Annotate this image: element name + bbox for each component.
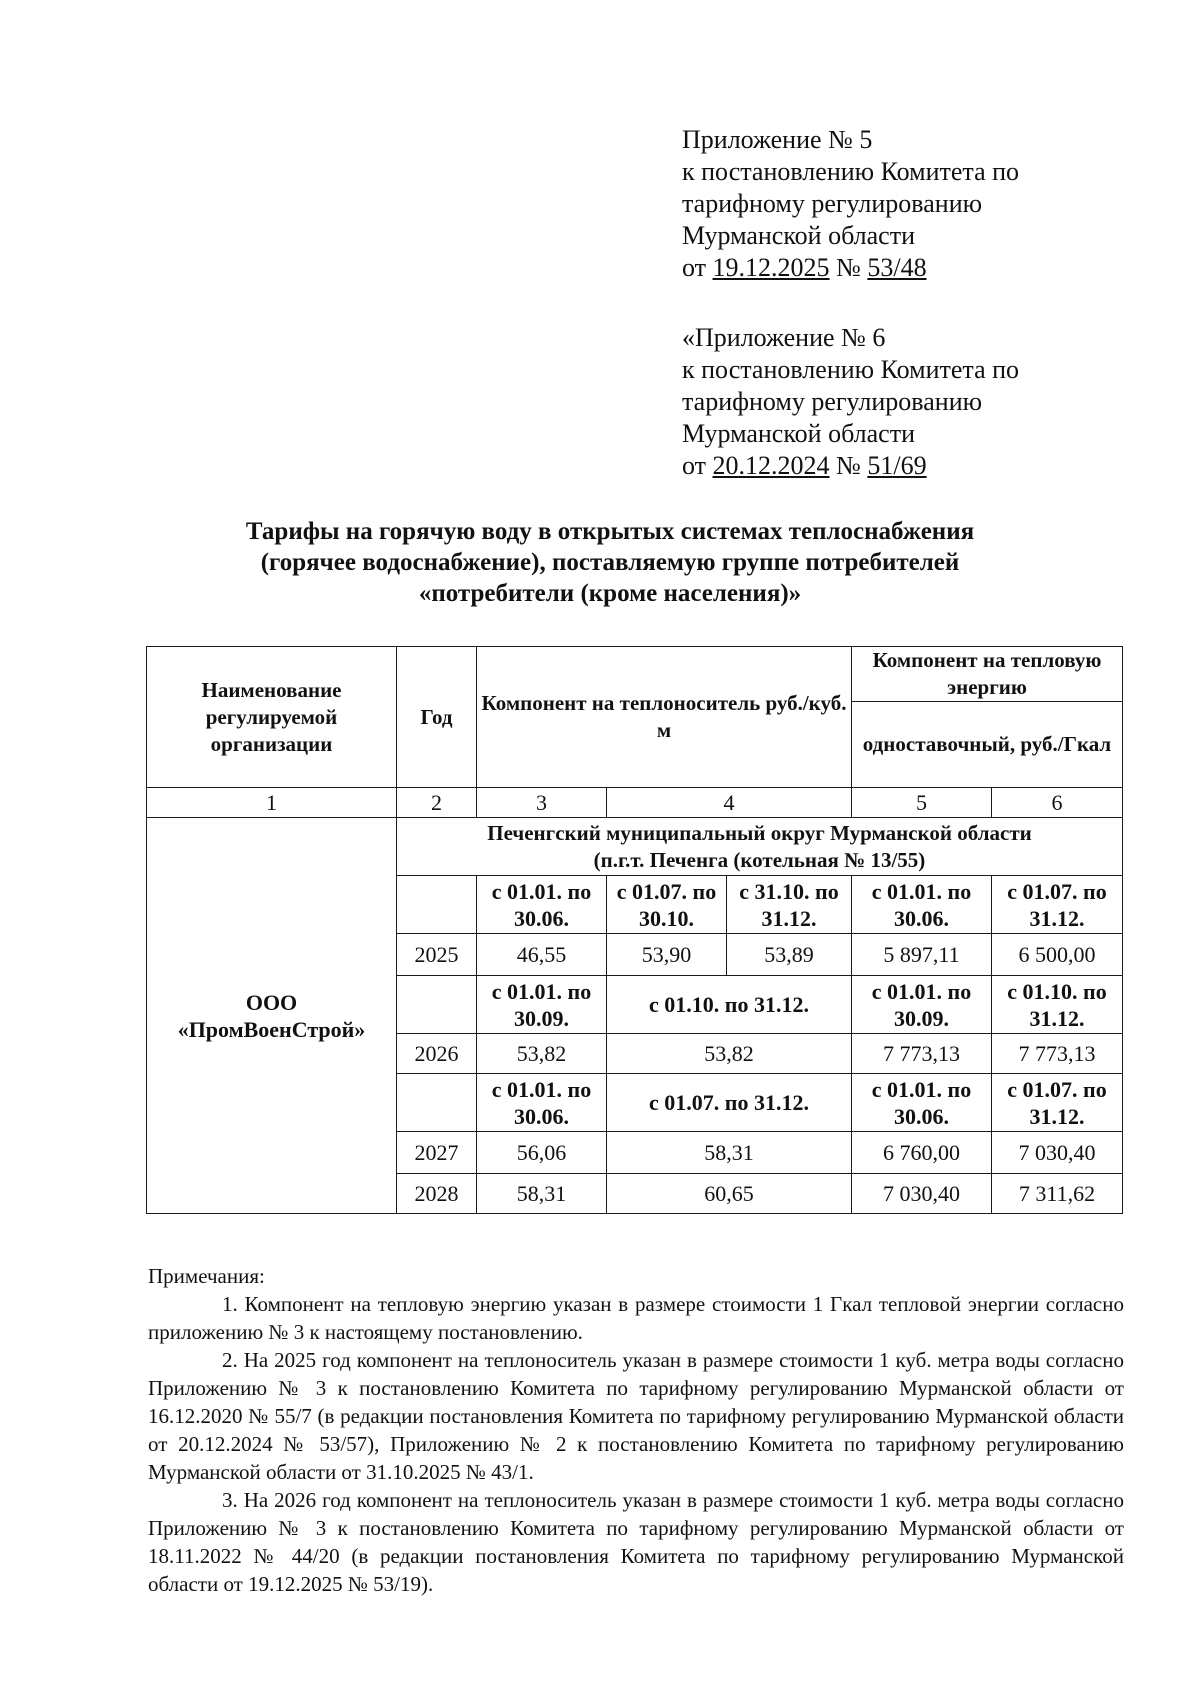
appendix-6-line-3: тарифному регулированию — [682, 387, 983, 416]
year-cell: 2026 — [397, 1034, 477, 1074]
period-cell: с 01.01. по 30.06. — [852, 1074, 992, 1132]
column-number-row — [147, 788, 1123, 818]
period-cell: с 01.01. по 30.09. — [477, 976, 607, 1034]
value-cell: 7 030,40 — [992, 1132, 1123, 1174]
organization-cell — [147, 818, 397, 1214]
header-org: Наименование регулируемой организации — [147, 647, 397, 788]
appendix-5-date-prefix: от — [682, 253, 707, 282]
region-row — [147, 818, 1123, 876]
header-year: Год — [397, 647, 477, 788]
header-row-1 — [147, 647, 1123, 702]
appendix-6-date-line — [682, 450, 1019, 482]
value-cell: 7 773,13 — [992, 1034, 1123, 1074]
title-line-2: (горячее водоснабжение), поставляемую группе потребителей — [260, 549, 960, 576]
appendix-5-line-4: Мурманской области — [682, 221, 915, 250]
appendix-5-line-2: к постановлению Комитета по — [682, 157, 1020, 186]
year-empty-cell — [397, 976, 477, 1034]
period-cell: с 01.07. по 31.12. — [992, 876, 1123, 934]
value-cell: 53,82 — [607, 1034, 852, 1074]
appendix-6-number: 51/69 — [867, 451, 927, 480]
year-empty-cell — [397, 1074, 477, 1132]
appendix-5-line-1: Приложение № 5 — [682, 125, 873, 154]
col-number-1: 1 — [147, 788, 397, 818]
value-cell: 60,65 — [607, 1174, 852, 1214]
organization-line-2: «ПромВоенСтрой» — [177, 1016, 366, 1042]
appendix-6-date: 20.12.2024 — [712, 451, 830, 480]
region-line-2: (п.г.т. Печенга (котельная № 13/55) — [593, 847, 926, 872]
period-cell: с 01.10. по 31.12. — [607, 976, 852, 1034]
notes-section — [148, 1262, 1124, 1598]
col-number-2: 2 — [397, 788, 477, 818]
year-cell: 2027 — [397, 1132, 477, 1174]
value-cell: 6 500,00 — [992, 934, 1123, 976]
period-cell: с 01.01. по 30.06. — [852, 876, 992, 934]
document-title — [150, 516, 1070, 609]
appendix-5-header — [682, 124, 1019, 284]
value-cell: 7 773,13 — [852, 1034, 992, 1074]
note-2: 2. На 2025 год компонент на теплоноситель указан в размере стоимости 1 куб. метра воды согласно Приложению № 3 к постановлению Комитета по тарифному регулированию Мурманской области от 16.12.2020 № 55/7 (в редакции постановления Комитета по тарифному регулированию Мурманской области от 20.12.2024 № 53/57), Приложению № 2 к постановлению Комитета по тарифному регулированию Мурманской области от 31.10.2025 № 43/1. — [148, 1348, 1124, 1484]
value-cell: 6 760,00 — [852, 1132, 992, 1174]
value-cell: 5 897,11 — [852, 934, 992, 976]
appendix-6-line-4: Мурманской области — [682, 419, 915, 448]
organization-line-1: ООО — [245, 989, 298, 1015]
period-cell: с 01.07. по 31.12. — [607, 1074, 852, 1132]
appendix-6-line-2: к постановлению Комитета по — [682, 355, 1020, 384]
appendix-6-line-1: «Приложение № 6 — [682, 323, 886, 352]
value-cell: 58,31 — [477, 1174, 607, 1214]
period-cell: с 31.10. по 31.12. — [727, 876, 852, 934]
period-cell: с 01.10. по 31.12. — [992, 976, 1123, 1034]
appendix-5-date-line — [682, 252, 1019, 284]
header-energy: Компонент на тепловую энергию — [852, 647, 1123, 702]
header-energy-sub: одноставочный, руб./Гкал — [852, 702, 1123, 788]
header-carrier: Компонент на теплоноситель руб./куб. м — [477, 647, 852, 788]
value-cell: 7 030,40 — [852, 1174, 992, 1214]
period-cell: с 01.07. по 30.10. — [607, 876, 727, 934]
title-line-1: Тарифы на горячую воду в открытых системах теплоснабжения — [245, 518, 975, 545]
tariff-table — [146, 646, 1123, 1214]
value-cell: 7 311,62 — [992, 1174, 1123, 1214]
value-cell: 46,55 — [477, 934, 607, 976]
value-cell: 56,06 — [477, 1132, 607, 1174]
notes-heading: Примечания: — [148, 1264, 265, 1288]
appendix-5-number: 53/48 — [867, 253, 927, 282]
appendix-6-number-prefix: № — [836, 451, 861, 480]
period-cell: с 01.01. по 30.06. — [477, 876, 607, 934]
year-empty-cell — [397, 876, 477, 934]
value-cell: 58,31 — [607, 1132, 852, 1174]
year-cell: 2025 — [397, 934, 477, 976]
appendix-5-line-3: тарифному регулированию — [682, 189, 983, 218]
appendix-6-date-prefix: от — [682, 451, 707, 480]
col-number-6: 6 — [992, 788, 1123, 818]
title-line-3: «потребители (кроме населения)» — [418, 580, 802, 607]
note-3: 3. На 2026 год компонент на теплоноситель указан в размере стоимости 1 куб. метра воды согласно Приложению № 3 к постановлению Комитета по тарифному регулированию Мурманской области от 18.11.2022 № 44/20 (в редакции постановления Комитета по тарифному регулированию Мурманской области от 19.12.2025 № 53/19). — [148, 1488, 1124, 1596]
col-number-4: 4 — [607, 788, 852, 818]
region-line-1: Печенгский муниципальный округ Мурманской области — [487, 820, 1032, 845]
period-cell: с 01.01. по 30.09. — [852, 976, 992, 1034]
appendix-6-header — [682, 322, 1019, 482]
year-cell: 2028 — [397, 1174, 477, 1214]
appendix-5-date: 19.12.2025 — [712, 253, 830, 282]
period-cell: с 01.07. по 31.12. — [992, 1074, 1123, 1132]
col-number-5: 5 — [852, 788, 992, 818]
note-1: 1. Компонент на тепловую энергию указан в размере стоимости 1 Гкал тепловой энергии согласно приложению № 3 к настоящему постановлению. — [148, 1292, 1124, 1344]
value-cell: 53,90 — [607, 934, 727, 976]
value-cell: 53,89 — [727, 934, 852, 976]
region-cell — [397, 818, 1123, 876]
appendix-5-number-prefix: № — [836, 253, 861, 282]
period-cell: с 01.01. по 30.06. — [477, 1074, 607, 1132]
value-cell: 53,82 — [477, 1034, 607, 1074]
col-number-3: 3 — [477, 788, 607, 818]
